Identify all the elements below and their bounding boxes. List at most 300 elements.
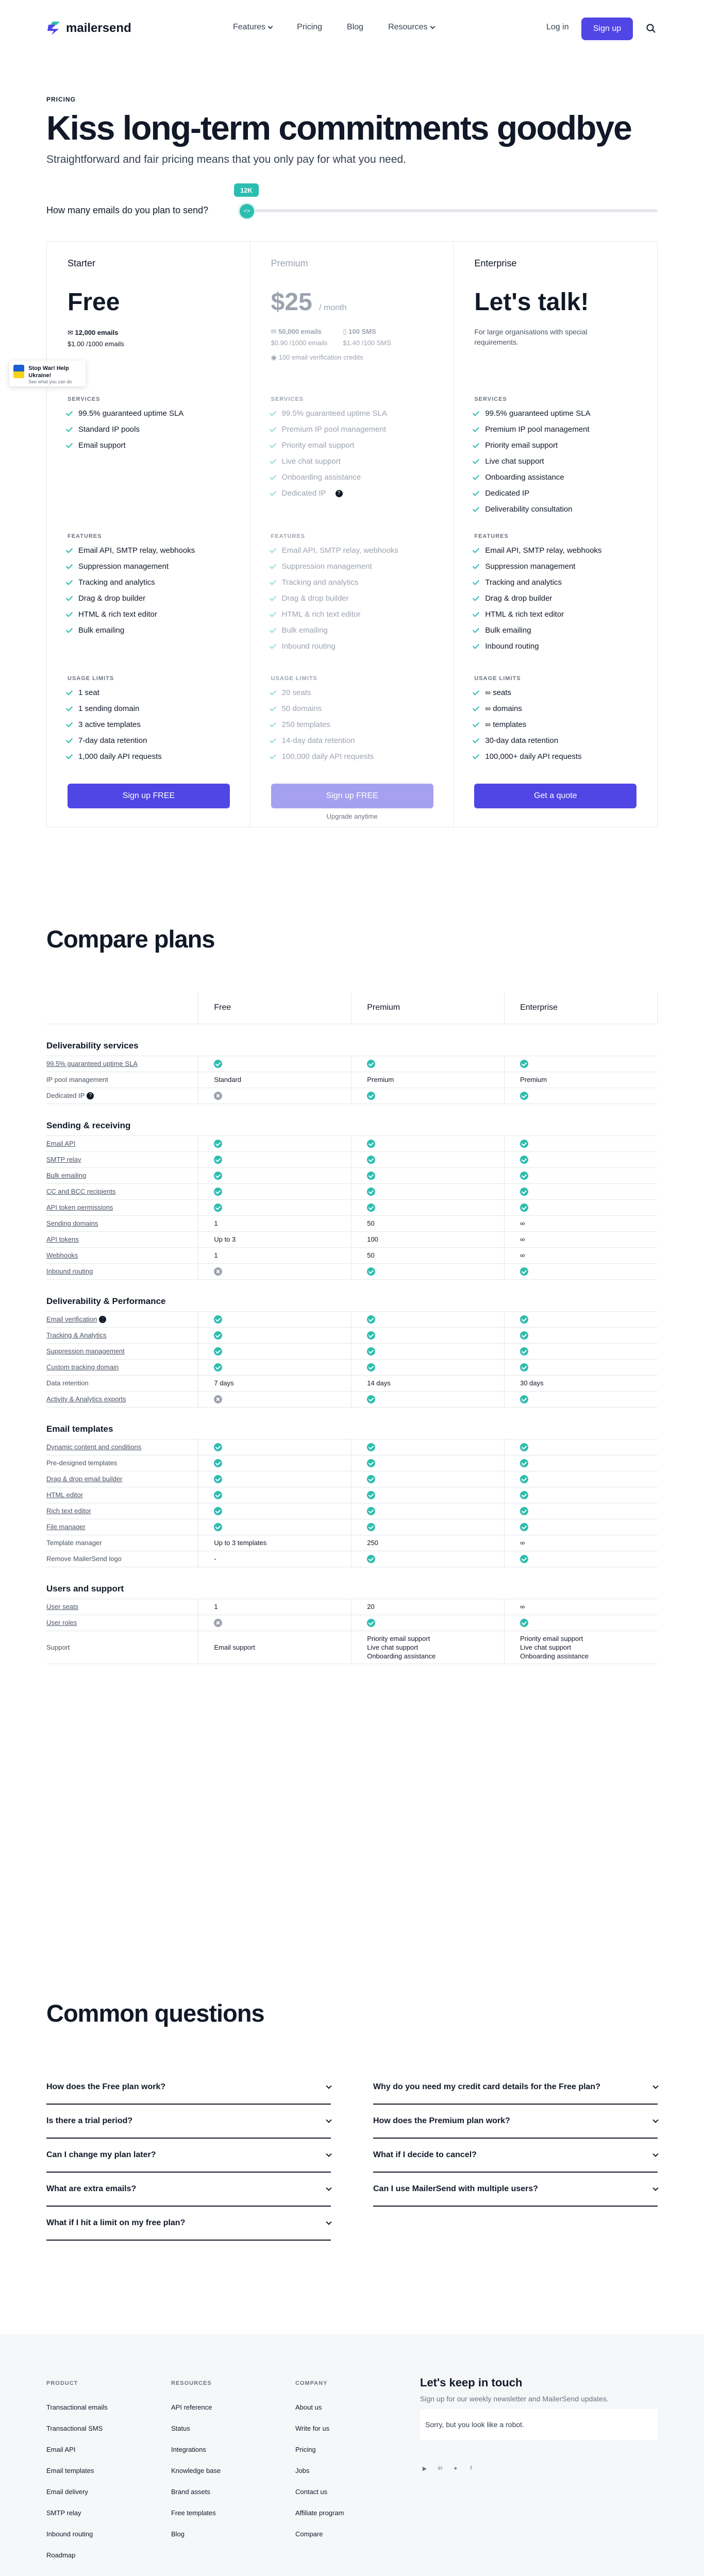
compare-row-label[interactable]: [46, 1151, 198, 1167]
plan-meta-extra: $1.00 /1000 emails: [68, 340, 124, 348]
compare-cell: Premium: [351, 1072, 505, 1088]
feature-label: 1,000 daily API requests: [78, 752, 162, 761]
faq-item[interactable]: [46, 2105, 331, 2139]
brand-name: mailersend: [66, 21, 131, 35]
feature-label: 7-day data retention: [78, 736, 147, 745]
check-icon: [269, 457, 276, 464]
ukraine-flag-icon: [13, 365, 24, 378]
feature-item: [68, 749, 162, 765]
faq-question: Why do you need my credit card details for the Free plan?: [373, 2082, 600, 2091]
compare-row-label: [46, 1072, 198, 1088]
compare-row: [46, 1263, 658, 1279]
brand-logo[interactable]: [46, 21, 131, 36]
compare-cell: [505, 1311, 658, 1327]
newsletter-robot-message: Sorry, but you look like a robot.: [420, 2409, 658, 2440]
compare-row-label[interactable]: [46, 1519, 198, 1535]
check-circle-icon: [520, 1395, 528, 1403]
row-label-text: Tracking & Analytics: [46, 1331, 107, 1339]
newsletter-subtitle: Sign up for our weekly newsletter and MailerSend updates.: [420, 2395, 609, 2403]
features-heading: FEATURES: [271, 533, 306, 539]
email-volume-slider[interactable]: [245, 209, 658, 212]
meta-value: 50,000 emails: [278, 328, 322, 335]
check-icon: [473, 704, 479, 711]
compare-row: [46, 1519, 658, 1535]
compare-row: [46, 1136, 658, 1151]
compare-cell: Standard: [198, 1072, 351, 1088]
footer-col-title: PRODUCT: [46, 2380, 78, 2386]
chevron-down-icon: [652, 2151, 658, 2157]
footer-link[interactable]: Transactional emails: [46, 2403, 108, 2411]
footer-link[interactable]: Knowledge base: [171, 2467, 221, 2475]
footer-link[interactable]: Free templates: [171, 2509, 216, 2517]
newsletter-title: Let's keep in touch: [420, 2376, 523, 2389]
compare-cell: Email support: [198, 1631, 351, 1664]
feature-label: Premium IP pool management: [281, 425, 386, 434]
limits-heading: USAGE LIMITS: [474, 675, 521, 682]
compare-row-label[interactable]: [46, 1359, 198, 1375]
check-circle-icon: [214, 1491, 222, 1499]
features-list: [68, 543, 195, 638]
compare-cell: [198, 1136, 351, 1151]
row-label-text: Drag & drop email builder: [46, 1475, 123, 1483]
footer-link[interactable]: Affiliate program: [295, 2509, 344, 2517]
footer-link[interactable]: Contact us: [295, 2488, 328, 2496]
feature-item: [474, 733, 581, 749]
compare-cell: [198, 1487, 351, 1503]
feature-label: 99.5% guaranteed uptime SLA: [485, 409, 591, 418]
check-icon: [473, 562, 479, 569]
search-icon[interactable]: [646, 24, 656, 33]
compare-group-title: Email templates: [46, 1407, 658, 1439]
info-icon[interactable]: ?: [87, 1092, 94, 1099]
logo-icon: [46, 21, 61, 36]
services-heading: SERVICES: [271, 396, 304, 402]
compare-row: [46, 1343, 658, 1359]
faq-item[interactable]: [373, 2139, 658, 2173]
check-circle-icon: [214, 1331, 222, 1340]
compare-row: [46, 1167, 658, 1183]
feature-label: ∞ templates: [485, 720, 527, 729]
compare-cell: Up to 3 templates: [198, 1535, 351, 1551]
chevron-down-icon: [326, 2151, 331, 2157]
check-icon: [269, 736, 276, 743]
check-circle-icon: [367, 1395, 375, 1403]
get-quote-button[interactable]: Get a quote: [474, 784, 636, 808]
compare-row-label[interactable]: [46, 1503, 198, 1519]
check-circle-icon: [367, 1060, 375, 1068]
check-circle-icon: [214, 1363, 222, 1371]
check-icon: [269, 704, 276, 711]
feature-label: Bulk emailing: [78, 626, 125, 635]
feature-label: Deliverability consultation: [485, 505, 573, 514]
faq-item[interactable]: [46, 2173, 331, 2207]
faq-question: Is there a trial period?: [46, 2116, 133, 2125]
footer-col-company: [295, 2380, 344, 2545]
faq-question: What if I hit a limit on my free plan?: [46, 2218, 186, 2227]
footer-link[interactable]: Brand assets: [171, 2488, 210, 2496]
ukraine-text: [28, 365, 81, 382]
compare-row-label[interactable]: [46, 1136, 198, 1151]
social-links: [420, 2464, 476, 2473]
feature-label: HTML & rich text editor: [485, 610, 564, 619]
facebook-icon[interactable]: f: [470, 2465, 472, 2471]
limits-list: [474, 685, 581, 765]
check-circle-icon: [214, 1060, 222, 1068]
compare-cell: [351, 1311, 505, 1327]
check-icon: [66, 594, 73, 601]
compare-cell: ∞: [505, 1247, 658, 1263]
footer-link[interactable]: Blog: [171, 2530, 185, 2538]
faq-item[interactable]: [373, 2071, 658, 2105]
ukraine-banner[interactable]: [9, 361, 86, 386]
check-circle-icon: [520, 1267, 528, 1276]
check-circle-icon: [214, 1443, 222, 1451]
check-circle-icon: [520, 1315, 528, 1324]
check-icon: [473, 425, 479, 432]
feature-item: [474, 749, 581, 765]
row-label-text: Activity & Analytics exports: [46, 1395, 126, 1403]
feature-item: [271, 405, 387, 421]
check-circle-icon: [214, 1188, 222, 1196]
nav-item-pricing[interactable]: [297, 23, 322, 32]
compare-cell: [505, 1439, 658, 1455]
nav-item-resources[interactable]: [388, 23, 434, 32]
check-icon: [269, 610, 276, 617]
feature-label: Onboarding assistance: [485, 473, 564, 482]
compare-row-label[interactable]: [46, 1343, 198, 1359]
features-heading: FEATURES: [474, 533, 509, 539]
limits-list: [68, 685, 162, 765]
check-icon: [66, 425, 73, 432]
nav-label: Pricing: [297, 23, 323, 31]
check-icon: [269, 626, 276, 633]
slider-value-badge: 12K: [234, 183, 259, 197]
feature-item: [271, 685, 374, 701]
footer-link[interactable]: Compare: [295, 2530, 323, 2538]
row-label-text: File manager: [46, 1523, 86, 1531]
footer-link[interactable]: About us: [295, 2403, 322, 2411]
check-icon: [66, 546, 73, 553]
feature-item: [271, 590, 398, 606]
compare-row: [46, 1088, 658, 1104]
feature-label: Priority email support: [485, 441, 558, 450]
compare-row: [46, 1439, 658, 1455]
feature-item: [271, 574, 398, 590]
feature-item: [68, 685, 162, 701]
check-circle-icon: [520, 1331, 528, 1340]
compare-row-label[interactable]: [46, 1471, 198, 1487]
feature-label: HTML & rich text editor: [281, 610, 361, 619]
feature-label: 100,000 daily API requests: [281, 752, 374, 761]
row-label-text: Template manager: [46, 1539, 102, 1547]
compare-row-label[interactable]: [46, 1231, 198, 1247]
check-icon: [473, 626, 479, 633]
compare-group-title: Sending & receiving: [46, 1104, 658, 1136]
price-value: $25: [271, 289, 312, 316]
footer-link[interactable]: Email delivery: [46, 2488, 88, 2496]
faq-list: [46, 2071, 658, 2241]
signup-free-button[interactable]: Sign up FREE: [68, 784, 230, 808]
footer-link[interactable]: Email templates: [46, 2467, 94, 2475]
check-icon: [66, 752, 73, 759]
footer-link[interactable]: Status: [171, 2425, 190, 2432]
compare-cell: [351, 1151, 505, 1167]
check-circle-icon: [367, 1092, 375, 1100]
compare-cell: [351, 1503, 505, 1519]
compare-cell: [505, 1615, 658, 1631]
chevron-down-icon: [652, 2185, 658, 2191]
check-circle-icon: [520, 1475, 528, 1483]
footer-link[interactable]: SMTP relay: [46, 2509, 81, 2517]
compare-group-row: [46, 1024, 658, 1056]
footer-col-title: COMPANY: [295, 2380, 328, 2386]
feature-label: Suppression management: [485, 562, 576, 571]
feature-item: [271, 638, 398, 654]
compare-row-label[interactable]: [46, 1263, 198, 1279]
check-icon: [473, 441, 479, 448]
meta-value: $0.90 /1000 emails: [271, 339, 328, 347]
compare-row-label[interactable]: [46, 1615, 198, 1631]
feature-label: 30-day data retention: [485, 736, 559, 745]
footer-link[interactable]: Inbound routing: [46, 2530, 93, 2538]
footer-link[interactable]: Pricing: [295, 2446, 316, 2453]
check-circle-icon: [520, 1523, 528, 1531]
compare-cell: ∞: [505, 1215, 658, 1231]
check-circle-icon: [214, 1140, 222, 1148]
check-circle-icon: [367, 1331, 375, 1340]
check-icon: [66, 441, 73, 448]
feature-item: [271, 543, 398, 558]
check-icon: [473, 752, 479, 759]
footer-link[interactable]: Jobs: [295, 2467, 310, 2475]
feature-item: [68, 405, 183, 421]
check-circle-icon: [367, 1156, 375, 1164]
slider-question: How many emails do you plan to send?: [46, 205, 209, 215]
feature-item: [474, 717, 581, 733]
compare-row-label[interactable]: [46, 1215, 198, 1231]
feature-label: Drag & drop builder: [485, 594, 552, 603]
feature-item: [271, 606, 398, 622]
compare-cell: 1: [198, 1599, 351, 1615]
meta-value: 100 email verification credits: [278, 353, 363, 361]
compare-cell: [198, 1471, 351, 1487]
compare-row: [46, 1359, 658, 1375]
twitter-icon[interactable]: ✦: [453, 2465, 458, 2472]
compare-row-label[interactable]: [46, 1487, 198, 1503]
feature-label: 20 seats: [281, 688, 311, 697]
plan-card-premium: [250, 242, 454, 827]
faq-item[interactable]: [373, 2105, 658, 2139]
signup-button[interactable]: Sign up: [581, 18, 633, 40]
feature-label: Live chat support: [281, 457, 341, 466]
check-circle-icon: [520, 1459, 528, 1467]
login-link[interactable]: Log in: [546, 23, 569, 31]
compare-cell: -: [198, 1551, 351, 1567]
compare-cell: [351, 1439, 505, 1455]
youtube-icon[interactable]: ▶: [422, 2465, 427, 2472]
compare-row-label[interactable]: [46, 1167, 198, 1183]
check-icon: [66, 562, 73, 569]
compare-cell: [198, 1359, 351, 1375]
feature-label: Suppression management: [78, 562, 169, 571]
compare-cell: Priority email support Live chat support Onboarding assistance: [505, 1631, 658, 1664]
feature-label: 250 templates: [281, 720, 330, 729]
compare-row: [46, 1615, 658, 1631]
plan-price: [271, 288, 347, 316]
compare-cell: 7 days: [198, 1375, 351, 1391]
chevron-down-icon: [326, 2083, 331, 2089]
feature-item: [474, 501, 590, 517]
footer-link[interactable]: Write for us: [295, 2425, 330, 2432]
feature-label: HTML & rich text editor: [78, 610, 157, 619]
feature-item: [474, 421, 590, 437]
check-icon: [269, 594, 276, 601]
feature-item: [271, 558, 398, 574]
compare-cell: [198, 1056, 351, 1072]
compare-cell: [505, 1519, 658, 1535]
check-circle-icon: [367, 1347, 375, 1355]
feature-item: [271, 733, 374, 749]
compare-cell: [505, 1151, 658, 1167]
slider-handle[interactable]: <>: [240, 204, 254, 218]
faq-item[interactable]: [46, 2071, 331, 2105]
compare-cell: [198, 1199, 351, 1215]
feature-item: [271, 469, 387, 485]
footer-link[interactable]: Transactional SMS: [46, 2425, 103, 2432]
compare-row-label[interactable]: [46, 1056, 198, 1072]
compare-cell: 1: [198, 1247, 351, 1263]
compare-cell: 1: [198, 1215, 351, 1231]
row-label-text: Dedicated IP: [46, 1091, 85, 1099]
compare-row: [46, 1072, 658, 1088]
info-icon[interactable]: ?: [99, 1316, 106, 1323]
feature-label: ∞ seats: [485, 688, 512, 697]
services-list: [271, 405, 387, 501]
footer-link[interactable]: Email API: [46, 2446, 76, 2453]
compare-cell: [198, 1343, 351, 1359]
compare-cell: [198, 1183, 351, 1199]
info-icon[interactable]: ?: [336, 490, 343, 497]
compare-row-label[interactable]: [46, 1391, 198, 1407]
compare-header-row: [46, 992, 658, 1024]
row-label-text: Rich text editor: [46, 1507, 91, 1515]
features-heading: FEATURES: [68, 533, 102, 539]
row-label-text: API token permissions: [46, 1204, 113, 1211]
compare-row-label[interactable]: [46, 1199, 198, 1215]
feature-item: [474, 558, 601, 574]
compare-row-label[interactable]: [46, 1183, 198, 1199]
compare-row-label[interactable]: [46, 1311, 198, 1327]
compare-cell: [505, 1359, 658, 1375]
feature-item: [271, 749, 374, 765]
check-circle-icon: [367, 1172, 375, 1180]
compare-row: [46, 1247, 658, 1263]
check-circle-icon: [520, 1443, 528, 1451]
signup-premium-button[interactable]: Sign up FREE: [271, 784, 433, 808]
feature-label: Email API, SMTP relay, webhooks: [281, 546, 398, 555]
check-circle-icon: [214, 1459, 222, 1467]
feature-item: [474, 574, 601, 590]
feature-label: 1 sending domain: [78, 704, 140, 713]
compare-row-label[interactable]: [46, 1599, 198, 1615]
row-label-text: Suppression management: [46, 1347, 125, 1355]
faq-item[interactable]: [373, 2173, 658, 2207]
ukraine-subtitle: See what you can do: [28, 379, 72, 384]
check-icon: [473, 610, 479, 617]
faq-question: What are extra emails?: [46, 2184, 137, 2193]
compare-row: [46, 1487, 658, 1503]
feature-label: 1 seat: [78, 688, 99, 697]
footer-link[interactable]: API reference: [171, 2403, 212, 2411]
faq-title: Common questions: [46, 1999, 264, 2027]
compare-cell: ∞: [505, 1535, 658, 1551]
feature-item: [68, 421, 183, 437]
feature-item: [271, 453, 387, 469]
footer-link[interactable]: Integrations: [171, 2446, 206, 2453]
compare-cell: [351, 1359, 505, 1375]
linkedin-icon[interactable]: in: [438, 2465, 443, 2471]
feature-item: [474, 453, 590, 469]
row-label-text: Support: [46, 1643, 70, 1651]
footer-link[interactable]: Roadmap: [46, 2551, 76, 2559]
feature-label: Tracking and analytics: [485, 578, 562, 587]
check-circle-icon: [214, 1204, 222, 1212]
faq-item[interactable]: [46, 2207, 331, 2241]
meta-value: 12,000 emails: [75, 329, 119, 336]
compare-cell: [198, 1519, 351, 1535]
compare-group-row: [46, 1104, 658, 1136]
compare-row-label[interactable]: [46, 1247, 198, 1263]
feature-label: Premium IP pool management: [485, 425, 590, 434]
feature-item: [68, 543, 195, 558]
feature-label: Bulk emailing: [485, 626, 531, 635]
faq-question: Can I change my plan later?: [46, 2150, 156, 2159]
check-circle-icon: [367, 1140, 375, 1148]
x-circle-icon: [214, 1267, 222, 1276]
compare-table: [46, 992, 658, 1664]
compare-cell: [198, 1327, 351, 1343]
feature-label: Standard IP pools: [78, 425, 140, 434]
feature-label: Tracking and analytics: [78, 578, 155, 587]
compare-cell: [198, 1615, 351, 1631]
limits-list: [271, 685, 374, 765]
faq-item[interactable]: [46, 2139, 331, 2173]
check-circle-icon: [214, 1475, 222, 1483]
nav-item-features[interactable]: [233, 23, 272, 32]
check-icon: [269, 441, 276, 448]
plan-price: Let's talk!: [474, 289, 589, 316]
compare-row: [46, 1311, 658, 1327]
compare-row-label[interactable]: [46, 1327, 198, 1343]
compare-row: [46, 1391, 658, 1407]
compare-row-label: [46, 1535, 198, 1551]
compare-cell: [351, 1455, 505, 1471]
compare-row: [46, 1151, 658, 1167]
compare-cell: 100: [351, 1231, 505, 1247]
check-icon: [473, 546, 479, 553]
compare-row-label[interactable]: [46, 1439, 198, 1455]
x-circle-icon: [214, 1395, 222, 1403]
check-circle-icon: [367, 1204, 375, 1212]
check-circle-icon: [520, 1363, 528, 1371]
feature-item: [68, 622, 195, 638]
nav-item-blog[interactable]: [347, 23, 363, 32]
compare-row: [46, 1327, 658, 1343]
feature-label: ∞ domains: [485, 704, 522, 713]
check-icon: [269, 752, 276, 759]
main-menu: [233, 23, 434, 32]
x-circle-icon: [214, 1619, 222, 1627]
